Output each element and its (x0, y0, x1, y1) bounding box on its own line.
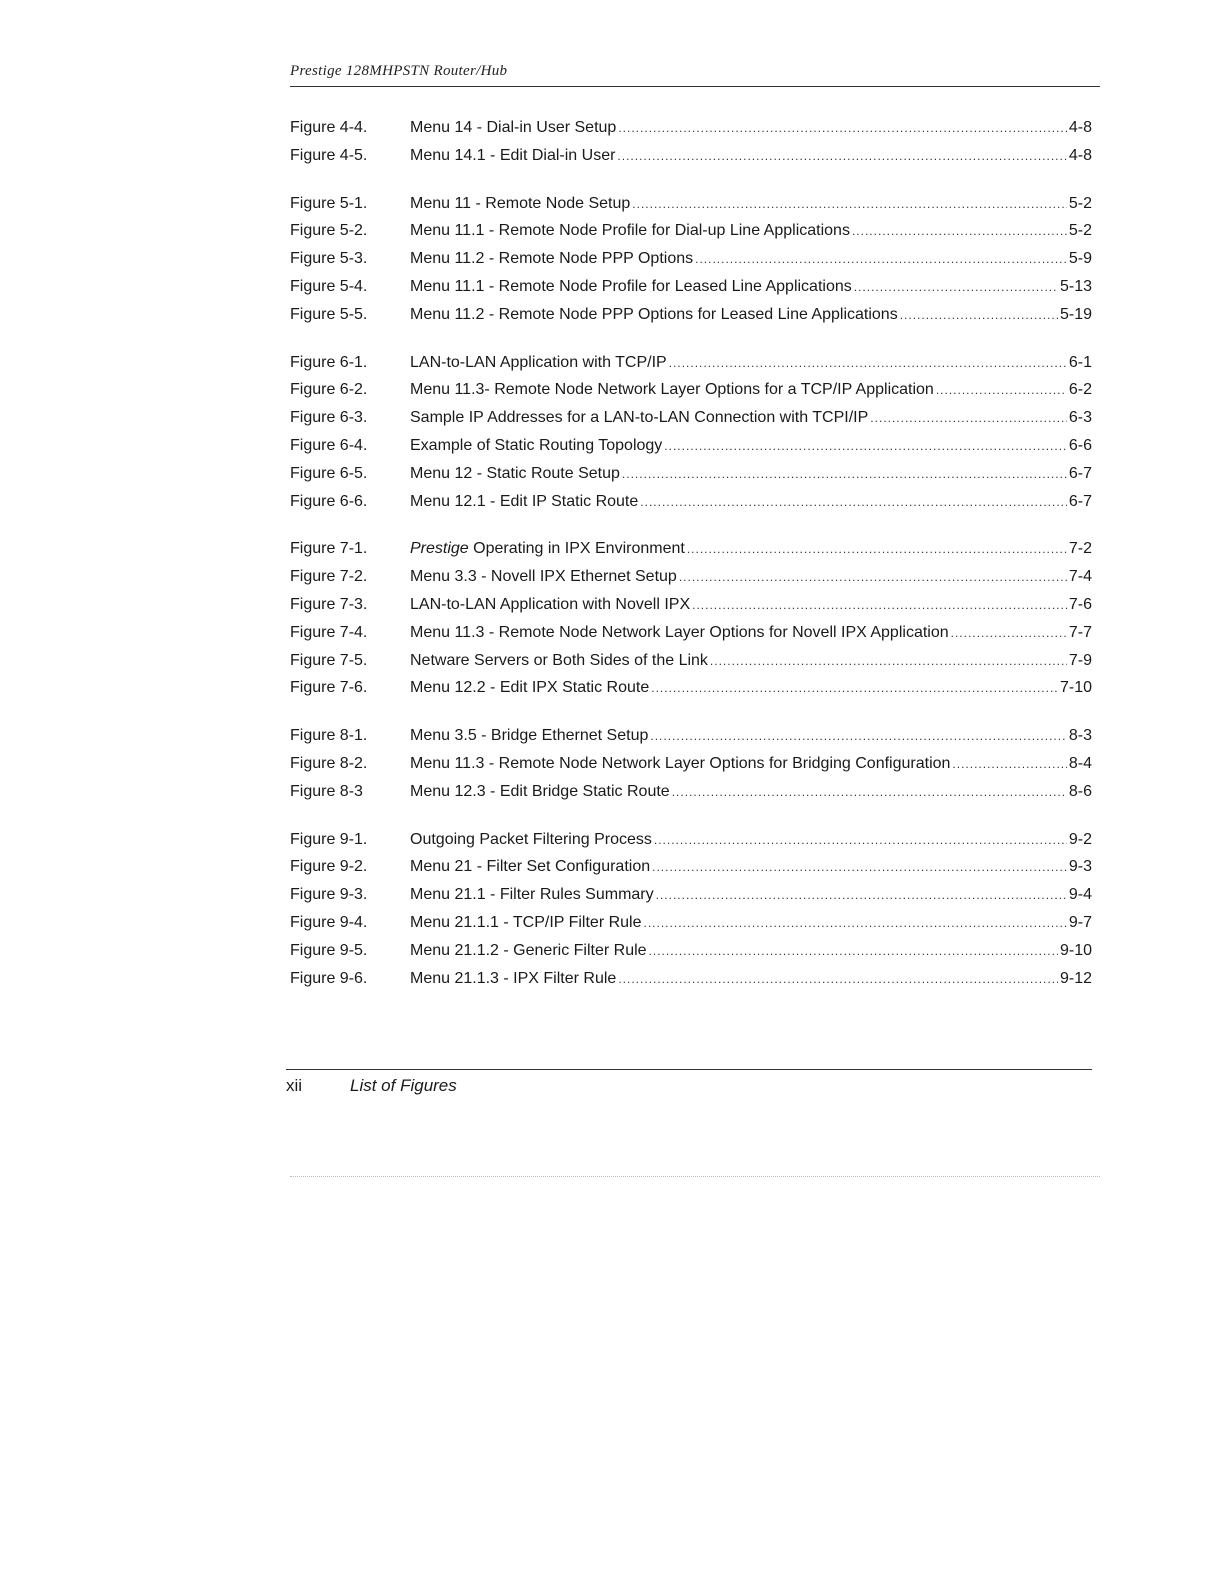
figure-group (290, 349, 1092, 516)
figure-entry[interactable] (290, 273, 1092, 301)
figure-number: Figure 7-6. (290, 679, 368, 697)
figure-number: Figure 9-4. (290, 913, 368, 931)
figure-group (290, 114, 1092, 170)
figure-entry[interactable] (290, 190, 1092, 218)
figure-entry[interactable] (290, 722, 1092, 750)
dot-leader (656, 882, 1067, 910)
page-number: 8-3 (1068, 727, 1092, 745)
page-number: 9-2 (1068, 830, 1092, 848)
dot-leader (664, 433, 1067, 461)
figure-title: Menu 11.3 - Remote Node Network Layer Options for Bridging Configuration (410, 754, 951, 772)
figure-title: Menu 21.1.3 - IPX Filter Rule (410, 969, 617, 987)
figure-number: Figure 6-1. (290, 353, 368, 371)
figure-entry[interactable] (290, 619, 1092, 647)
page-number: 8-6 (1068, 782, 1092, 800)
figure-title: Outgoing Packet Filtering Process (410, 830, 652, 848)
page-number: 9-12 (1059, 969, 1092, 987)
page-number: 4-8 (1068, 119, 1092, 136)
figure-entry[interactable] (290, 826, 1092, 854)
figure-entry[interactable] (290, 245, 1092, 273)
figure-number: Figure 4-5. (290, 146, 368, 164)
figure-number: Figure 9-3. (290, 886, 368, 904)
page-number: 5-9 (1068, 250, 1092, 268)
dot-leader (870, 405, 1067, 433)
figure-number: Figure 7-5. (290, 651, 368, 669)
page-number: 6-2 (1068, 381, 1092, 399)
page-number: 7-7 (1068, 623, 1092, 641)
figure-entry[interactable] (290, 778, 1092, 806)
figure-entry[interactable] (290, 217, 1092, 245)
running-footer (286, 1076, 1092, 1096)
dot-leader (640, 489, 1067, 517)
page-number: 6-1 (1068, 353, 1092, 371)
figure-entry[interactable] (290, 591, 1092, 619)
figure-title-italic: Prestige (410, 540, 469, 558)
header-subtitle: PSTN Router/Hub (393, 63, 508, 79)
dot-leader (687, 536, 1067, 564)
page-number: 5-19 (1059, 305, 1092, 323)
page-number: 7-10 (1059, 679, 1092, 697)
figure-title: Menu 11.2 - Remote Node PPP Options (410, 250, 694, 268)
figure-number: Figure 6-5. (290, 464, 368, 482)
footer-page-number: xii (286, 1076, 303, 1095)
list-of-figures (290, 114, 1092, 1012)
dot-leader (650, 723, 1067, 751)
figure-entry[interactable] (290, 349, 1092, 377)
page-number: 7-9 (1068, 651, 1092, 669)
figure-number: Figure 7-3. (290, 595, 368, 613)
dot-leader (936, 377, 1067, 405)
figure-number: Figure 7-2. (290, 568, 368, 586)
figure-number: Figure 9-1. (290, 830, 368, 848)
page-number: 9-3 (1068, 858, 1092, 876)
header-rule (290, 86, 1100, 87)
figure-entry[interactable] (290, 142, 1092, 170)
figure-title: LAN-to-LAN Application with Novell IPX (410, 595, 691, 613)
page-number: 4-8 (1068, 146, 1092, 164)
figure-title: Menu 12.1 - Edit IP Static Route (410, 492, 639, 510)
page-number: 6-3 (1068, 409, 1092, 427)
page-number: 7-6 (1068, 595, 1092, 613)
figure-number: Figure 9-6. (290, 969, 368, 987)
dot-leader (679, 564, 1067, 592)
dot-leader (710, 648, 1067, 676)
dot-leader (669, 350, 1067, 378)
figure-number: Figure 5-3. (290, 250, 368, 268)
figure-title: Menu 11.3 - Remote Node Network Layer Options for Novell IPX Application (410, 623, 949, 641)
figure-title: Sample IP Addresses for a LAN-to-LAN Connection with TCPI/IP (410, 409, 869, 427)
figure-title: Menu 11.1 - Remote Node Profile for Dial-up Line Applications (410, 222, 850, 240)
dot-leader (618, 966, 1058, 994)
figure-title: Menu 12 - Static Route Setup (410, 464, 620, 482)
dot-leader (695, 246, 1067, 274)
page-number: 6-6 (1068, 436, 1092, 454)
figure-entry[interactable] (290, 432, 1092, 460)
figure-number: Figure 5-1. (290, 194, 368, 212)
figure-entry[interactable] (290, 488, 1092, 516)
figure-entry[interactable] (290, 301, 1092, 329)
dot-leader (952, 751, 1066, 779)
scan-artifact-line (290, 1176, 1100, 1177)
figure-entry[interactable] (290, 881, 1092, 909)
figure-title: Menu 11.2 - Remote Node PPP Options for Leased Line Applications (410, 305, 898, 323)
dot-leader (644, 910, 1067, 938)
page-number: 5-13 (1059, 277, 1092, 295)
dot-leader (852, 218, 1067, 246)
figure-number: Figure 6-2. (290, 381, 368, 399)
figure-title: Netware Servers or Both Sides of the Link (410, 651, 708, 669)
dot-leader (854, 274, 1058, 302)
figure-number: Figure 7-1. (290, 540, 368, 558)
figure-group (290, 722, 1092, 805)
figure-title: Example of Static Routing Topology (410, 436, 663, 454)
figure-number: Figure 6-4. (290, 436, 368, 454)
figure-title: LAN-to-LAN Application with TCP/IP (410, 353, 667, 371)
figure-entry[interactable] (290, 647, 1092, 675)
dot-leader (649, 938, 1058, 966)
page-number: 5-2 (1068, 194, 1092, 212)
figure-number: Figure 6-6. (290, 492, 368, 510)
dot-leader (672, 779, 1067, 807)
figure-number: Figure 5-2. (290, 222, 368, 240)
figure-title: Menu 21.1 - Filter Rules Summary (410, 886, 654, 904)
figure-title: Menu 21 - Filter Set Configuration (410, 858, 651, 876)
figure-title: Menu 3.3 - Novell IPX Ethernet Setup (410, 568, 677, 586)
figure-number: Figure 9-2. (290, 858, 368, 876)
figure-title: Menu 12.3 - Edit Bridge Static Route (410, 782, 670, 800)
footer-section: List of Figures (350, 1076, 457, 1095)
figure-group (290, 535, 1092, 702)
dot-leader (651, 675, 1058, 703)
page-number: 5-2 (1068, 222, 1092, 240)
figure-number: Figure 8-2. (290, 754, 368, 772)
figure-title: Menu 11.3- Remote Node Network Layer Options for a TCP/IP Application (410, 381, 934, 399)
dot-leader (951, 620, 1067, 648)
dot-leader (692, 592, 1067, 620)
figure-entry[interactable] (290, 674, 1092, 702)
figure-entry[interactable] (290, 909, 1092, 937)
page-number: 9-10 (1059, 941, 1092, 959)
figure-title: Menu 11 - Remote Node Setup (410, 194, 631, 212)
figure-entry[interactable] (290, 404, 1092, 432)
figure-group (290, 826, 1092, 993)
dot-leader (618, 115, 1067, 143)
figure-entry[interactable] (290, 853, 1092, 881)
figure-number: Figure 8-1. (290, 727, 368, 745)
figure-number: Figure 8-3 (290, 782, 363, 800)
footer-rule (286, 1069, 1092, 1070)
figure-title (410, 535, 685, 563)
dot-leader (652, 854, 1067, 882)
figure-number: Figure 4-4. (290, 119, 368, 136)
figure-title-rest: Operating in IPX Environment (468, 540, 685, 558)
dot-leader (632, 191, 1067, 219)
figure-title: Menu 12.2 - Edit IPX Static Route (410, 679, 650, 697)
dot-leader (622, 461, 1067, 489)
figure-title: Menu 14.1 - Edit Dial-in User (410, 146, 616, 164)
figure-entry[interactable] (290, 460, 1092, 488)
figure-entry[interactable] (290, 937, 1092, 965)
figure-entry[interactable] (290, 535, 1092, 563)
figure-title: Menu 3.5 - Bridge Ethernet Setup (410, 727, 649, 745)
page-number: 9-4 (1068, 886, 1092, 904)
figure-title: Menu 21.1.2 - Generic Filter Rule (410, 941, 647, 959)
dot-leader (900, 302, 1058, 330)
figure-number: Figure 7-4. (290, 623, 368, 641)
figure-title: Menu 21.1.1 - TCP/IP Filter Rule (410, 913, 642, 931)
page-number: 8-4 (1068, 754, 1092, 772)
running-header (290, 62, 1090, 88)
page-number: 7-4 (1068, 568, 1092, 586)
figure-entry[interactable] (290, 750, 1092, 778)
figure-number: Figure 5-4. (290, 277, 368, 295)
figure-group (290, 190, 1092, 329)
figure-entry[interactable] (290, 965, 1092, 993)
page-number: 6-7 (1068, 464, 1092, 482)
header-product: Prestige 128MH (290, 63, 394, 79)
figure-entry[interactable] (290, 114, 1092, 142)
figure-number: Figure 6-3. (290, 409, 368, 427)
page-number: 9-7 (1068, 913, 1092, 931)
figure-title: Menu 14 - Dial-in User Setup (410, 119, 617, 136)
figure-number: Figure 9-5. (290, 941, 368, 959)
dot-leader (654, 827, 1067, 855)
dot-leader (617, 143, 1066, 171)
figure-title: Menu 11.1 - Remote Node Profile for Leased Line Applications (410, 277, 852, 295)
figure-number: Figure 5-5. (290, 305, 368, 323)
figure-entry[interactable] (290, 563, 1092, 591)
figure-entry[interactable] (290, 376, 1092, 404)
page-number: 7-2 (1068, 540, 1092, 558)
page-number: 6-7 (1068, 492, 1092, 510)
